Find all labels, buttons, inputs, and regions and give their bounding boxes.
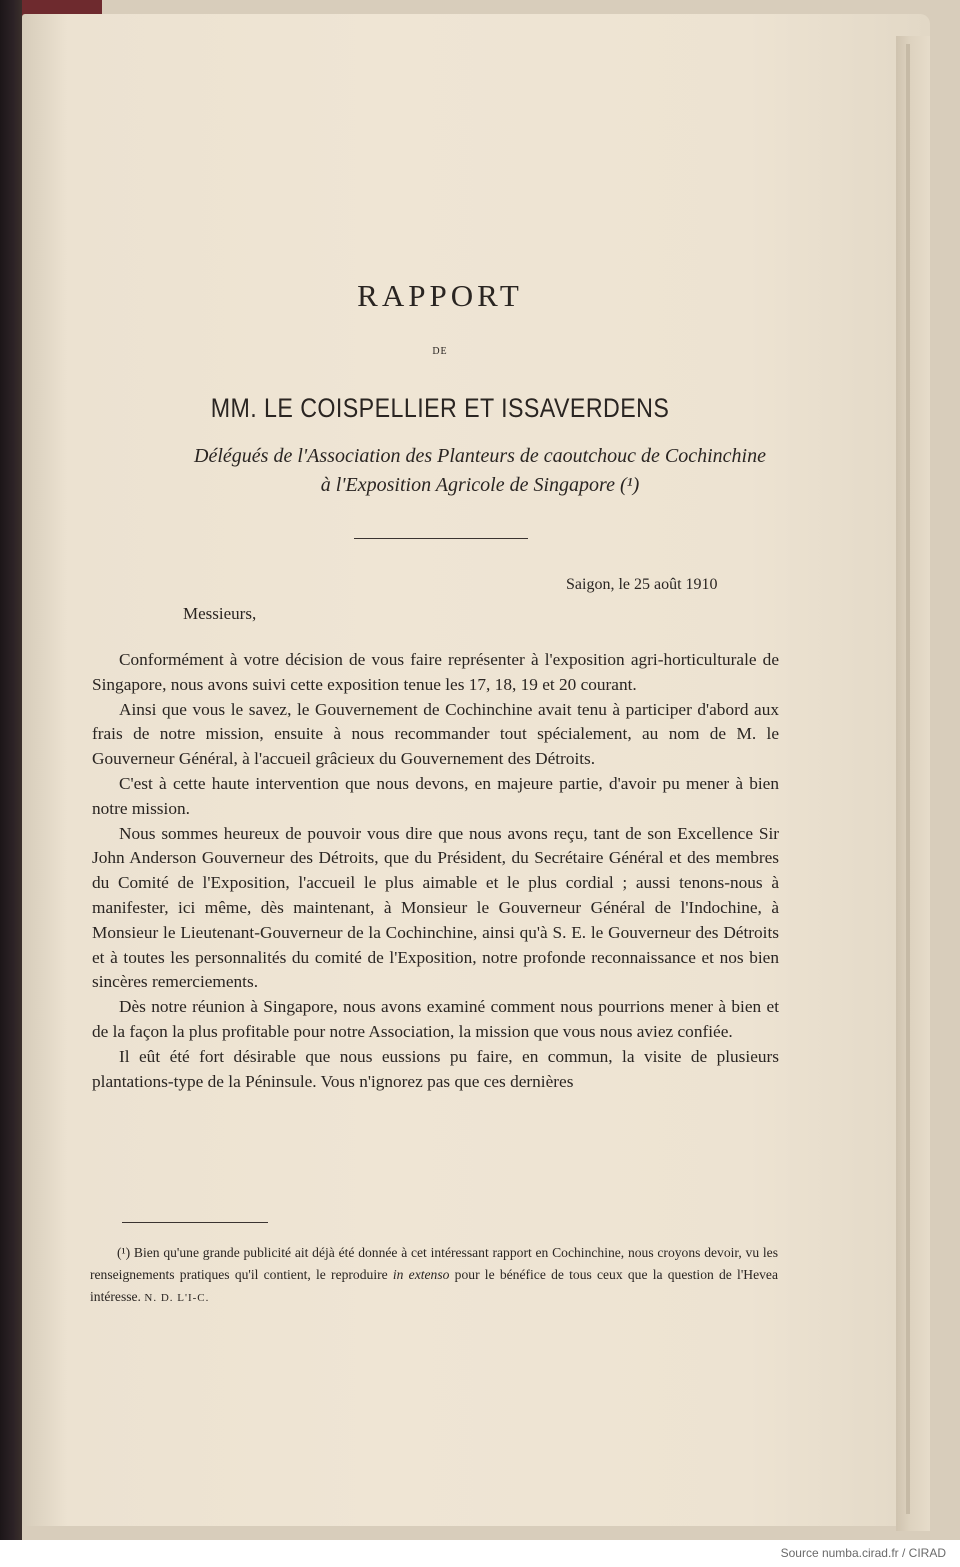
footnote-divider [122,1222,268,1223]
footnote-body-end: pour le bénéfice de tous ceux que la question de l'Hevea intéresse. [90,1267,779,1304]
paragraph: Ainsi que vous le savez, le Gouvernement de Cochinchine avait tenu à participer d'abord aux frais de notre mission, ensuite à nous recommander tout spécialement, au nom de M. le Gouverneur Général, à l'accueil grâcieux du Gouvernement des Détroits. [92,699,779,769]
body-text [92,648,779,1094]
paragraph: Conformément à votre décision de vous faire représenter à l'exposition agri-horticulturale de Singapore, nous avons suivi cette exposition tenue les 17, 18, 19 et 20 courant. [92,650,779,694]
footnote-body: Bien qu'une grande publicité ait déjà été donnée à cet intéressant rapport en Cochinchine, nous croyons devoir, vu les renseignements pratiques qu'il contient, le reproduire [90,1245,778,1282]
paragraph: Il eût été fort désirable que nous eussions pu faire, en commun, la visite de plusieurs plantations-type de la Péninsule. Vous n'ignorez pas que ces dernières [92,1046,779,1091]
salutation: Messieurs, [183,604,257,623]
authors-line: MM. LE COISPELLIER ET ISSAVERDENS [210,393,670,423]
subtitle-line-1: Délégués de l'Association des Planteurs de caoutchouc de Cochinchine [194,445,766,467]
paragraph: Dès notre réunion à Singapore, nous avons examiné comment nous pourrions mener à bien et de la façon la plus profitable pour notre Association, la mission que vous nous aviez confiée. [92,997,779,1041]
dateline: Saigon, le 25 août 1910 [566,576,718,593]
subtitle [80,442,880,500]
footnote-italic: in extenso [392,1267,450,1282]
footnote-signature: N. D. L'I-C. [144,1292,210,1304]
footnote [90,1242,778,1309]
title-divider [354,538,528,539]
paragraph: C'est à cette haute intervention que nous devons, en majeure partie, d'avoir pu mener à bien notre mission. [92,773,779,818]
subtitle-line-2: à l'Exposition Agricole de Singapore (¹) [320,474,640,496]
title-de: DE [432,346,448,357]
footnote-marker: (¹) [117,1245,131,1260]
footnote-text [90,1242,778,1309]
paragraph: Nous sommes heureux de pouvoir vous dire que nous avons reçu, tant de son Excellence Sir John Anderson Gouverneur des Détroits, que du Président, du Secrétaire Général et des membres du Comité de l'Exposition, l'accueil le plus aimable et le plus cordial ; aussi tenons-nous à manifester, ici même, dès maintenant, à Monsieur le Gouverneur Général de l'Indochine, à Monsieur le Lieutenant-Gouverneur de la Cochinchine, ainsi qu'à S. E. le Gouverneur des Détroits et à toutes les personnalités du comité de l'Exposition, notre profonde reconnaissance et nos bien sincères remerciements. [92,823,779,992]
source-credit: Source numba.cirad.fr / CIRAD [780,1546,946,1560]
report-title: RAPPORT [357,278,523,313]
